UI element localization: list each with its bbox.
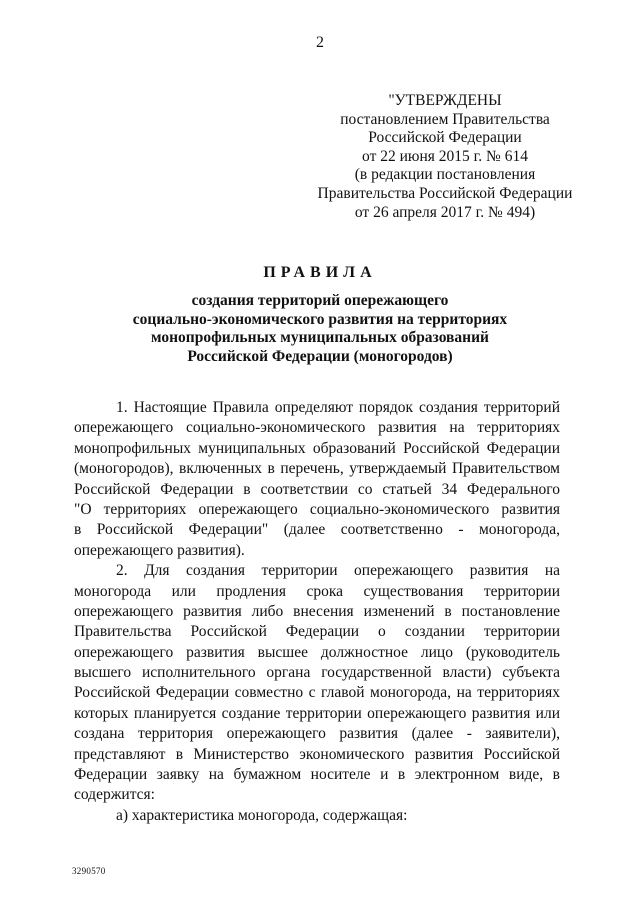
approval-line: (в редакции постановления <box>354 166 536 184</box>
document-subtitle <box>60 292 580 366</box>
paragraph-2-line: высшего исполнительного органа государственной власти) субъекта <box>74 664 560 682</box>
document-code: 3290570 <box>72 866 106 876</box>
paragraph-1-line: опережающего развития). <box>74 541 245 559</box>
paragraph-2-line: моногорода или продления срока существования территории <box>74 582 560 600</box>
subtitle-line: Российской Федерации (моногородов) <box>187 347 453 365</box>
paragraph-2-line: Федерации заявку на бумажном носителе и в электронном виде, в <box>74 766 560 784</box>
paragraph-1-line: (моногородов), включенных в перечень, утверждаемый Правительством <box>74 460 560 478</box>
paragraph-1-line: "О территориях опережающего социально-экономического развития <box>74 500 560 518</box>
subtitle-line: создания территорий опережающего <box>191 292 449 309</box>
list-item-a: а) характеристика моногорода, содержащая: <box>116 806 408 824</box>
paragraph-2-line: представляют в Министерство экономического развития Российской <box>74 745 560 763</box>
approval-line: Правительства Российской Федерации <box>317 184 573 202</box>
paragraph-2-line: Правительства Российской Федерации о создании территории <box>74 623 560 641</box>
paragraph-2-line: Российской Федерации совместно с главой моногорода, на территориях <box>74 684 560 702</box>
paragraph-1-line: 1. Настоящие Правила определяют порядок создания территорий <box>116 399 560 416</box>
paragraph-2-line: создана территория опережающего развития (далее - заявители), <box>74 725 560 743</box>
paragraph-2-line: 2. Для создания территории опережающего развития на <box>116 562 560 580</box>
approval-line: постановлением Правительства <box>340 110 550 128</box>
page-number: 2 <box>316 34 324 51</box>
paragraph-2-line: опережающего развития высшее должностное лицо (руководитель <box>74 643 560 661</box>
approval-line: от 22 июня 2015 г. № 614 <box>362 147 528 165</box>
paragraph-1-line: монопрофильных муниципальных образований Российской Федерации <box>74 439 560 457</box>
paragraph-1-line: в Российской Федерации" (далее соответственно - моногорода, <box>74 521 560 539</box>
approval-block <box>300 92 590 222</box>
approval-line: Российской Федерации <box>368 129 522 147</box>
document-body <box>74 398 560 826</box>
document-title: ПРАВИЛА <box>263 264 377 281</box>
paragraph-1-line: Российской Федерации в соответствии со статьей 34 Федерального <box>74 480 560 498</box>
approval-line: от 26 апреля 2017 г. № 494) <box>354 203 536 221</box>
paragraph-2-line: опережающего развития либо внесения изменений в постановление <box>74 602 560 620</box>
subtitle-line: монопрофильных муниципальных образований <box>151 329 489 347</box>
subtitle-line: социально-экономического развития на территориях <box>132 310 508 328</box>
paragraph-2-line: которых планируется создание территории опережающего развития или <box>74 704 560 722</box>
paragraph-2-line: содержится: <box>74 786 155 804</box>
paragraph-1-line: опережающего социально-экономического развития на территориях <box>74 419 560 437</box>
approval-line: "УТВЕРЖДЕНЫ <box>388 92 502 109</box>
